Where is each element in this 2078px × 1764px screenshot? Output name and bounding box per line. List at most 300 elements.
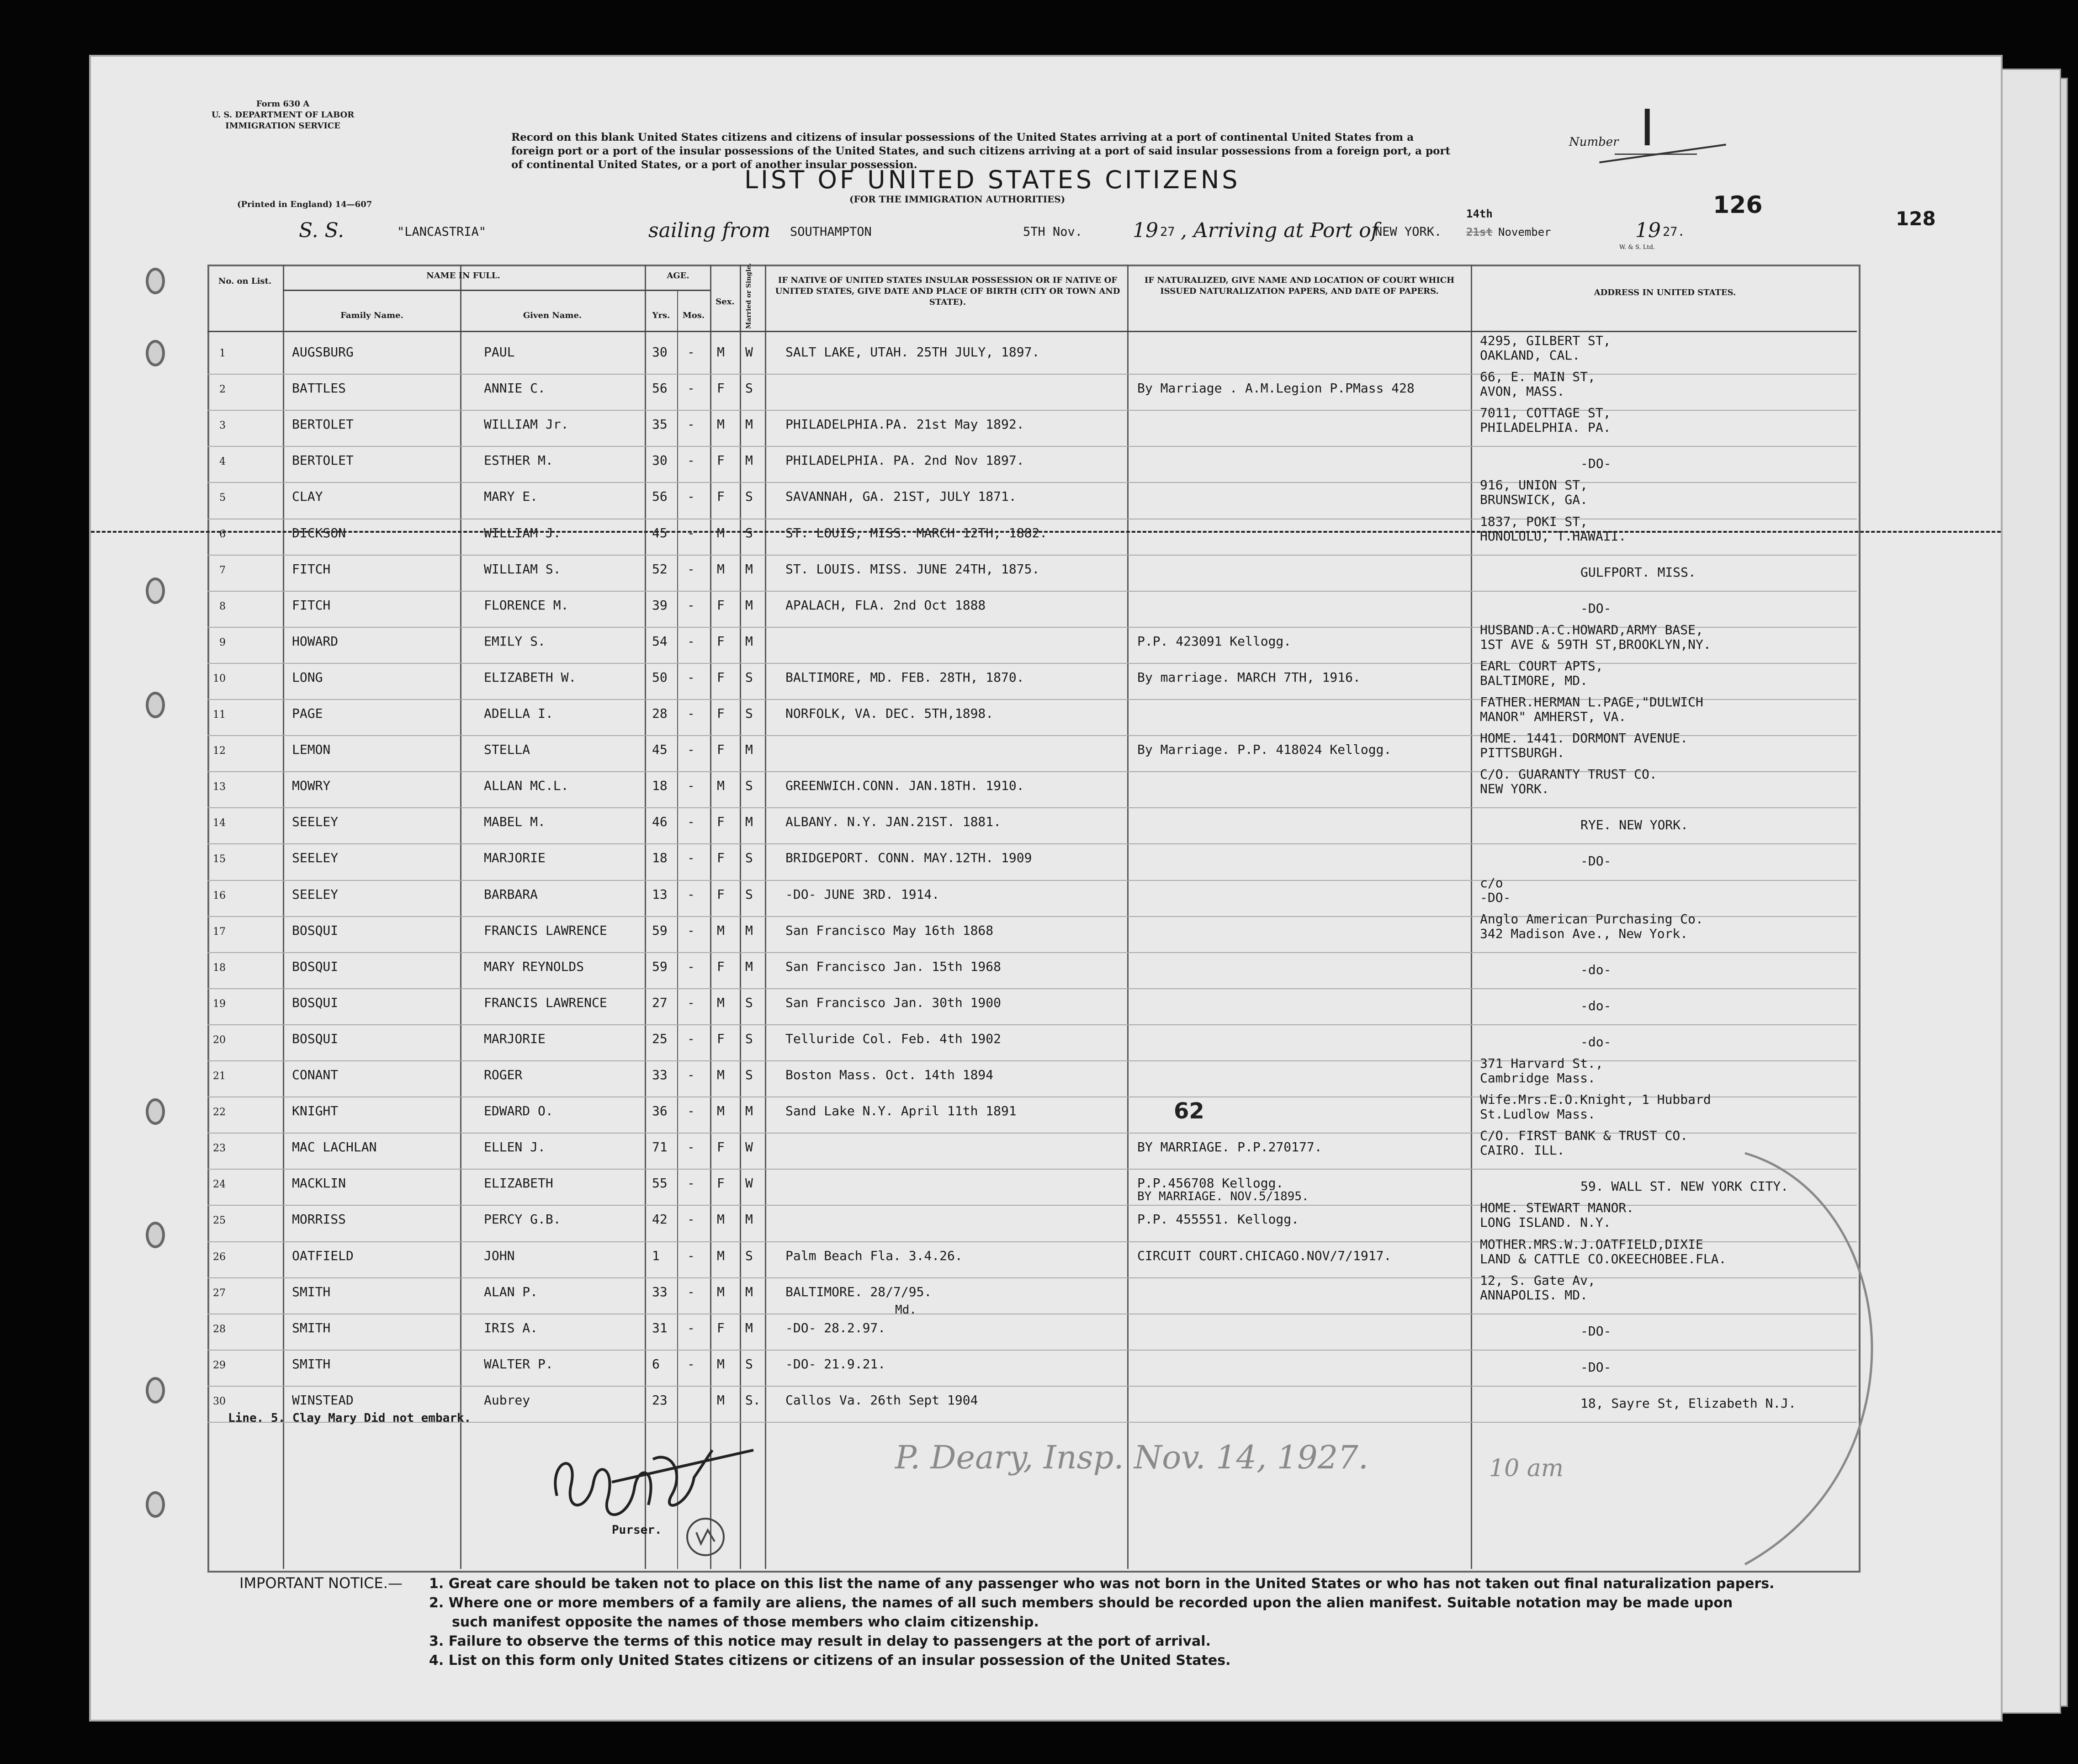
age-years: 33 (652, 1284, 668, 1299)
row-number: 14 (213, 817, 226, 829)
row-number: 16 (213, 890, 226, 901)
age-years: 13 (652, 886, 668, 902)
address-line-1: EARL COURT APTS, (1480, 658, 1603, 673)
address-line-1: HUSBAND.A.C.HOWARD,ARMY BASE, (1480, 622, 1703, 637)
row-number: 10 (213, 673, 226, 684)
family-name: AUGSBURG (292, 344, 354, 360)
row-number: 5 (219, 492, 226, 504)
age-years: 54 (652, 633, 668, 649)
family-name: CONANT (292, 1067, 339, 1082)
row-number: 23 (213, 1143, 226, 1155)
address-line-1: FATHER.HERMAN L.PAGE,"DULWICH (1480, 694, 1703, 710)
year-value: 27 (1160, 225, 1175, 239)
row-number: 11 (213, 709, 226, 720)
sex: F (717, 489, 725, 504)
sex: F (717, 1031, 725, 1046)
row-divider (207, 374, 1857, 375)
family-name: MORRISS (292, 1212, 346, 1227)
marital-status: S (745, 381, 753, 396)
marital-status: M (745, 417, 753, 432)
address-line-2: -do- (1580, 998, 1612, 1013)
address-line-2: PHILADELPHIA. PA. (1480, 420, 1611, 435)
manifest-sheet (89, 55, 2003, 1722)
address-line-2: 342 Madison Ave., New York. (1480, 926, 1688, 941)
given-name: FRANCIS LAWRENCE (484, 995, 607, 1010)
marital-status: S (745, 489, 753, 504)
sailing-label: sailing from (648, 219, 771, 242)
marital-status: S (745, 850, 753, 866)
age-months: - (687, 453, 695, 468)
year-value-2: 27. (1663, 225, 1685, 239)
marital-status: S (745, 525, 753, 540)
given-name: BARBARA (484, 886, 538, 902)
marital-status: S (745, 886, 753, 902)
marital-status: W (745, 1176, 753, 1191)
given-name: WILLIAM S. (484, 561, 561, 577)
age-months: - (687, 1067, 695, 1082)
col-no: No. on List. (218, 276, 272, 286)
arc-mark (1727, 1144, 1919, 1573)
birth-place-date: San Francisco Jan. 15th 1968 (785, 959, 1002, 974)
address-line-2: Cambridge Mass. (1480, 1070, 1596, 1086)
marital-status: W (745, 1139, 753, 1155)
family-name: HOWARD (292, 633, 339, 649)
sex: F (717, 706, 725, 721)
family-name: SEELEY (292, 850, 339, 866)
age-years: 45 (652, 525, 668, 540)
address-line-1: 4295, GILBERT ST, (1480, 333, 1611, 348)
row-number: 29 (213, 1359, 226, 1371)
row-number: 1 (219, 348, 226, 359)
given-name: ELIZABETH (484, 1176, 553, 1191)
sail-date: 5TH Nov. (1023, 225, 1083, 239)
page-stamp-next: 128 (1896, 207, 1936, 230)
punch-hole (146, 340, 165, 366)
age-years: 18 (652, 850, 668, 866)
inspector-stamp-icon (683, 1514, 728, 1560)
sex: M (717, 778, 725, 794)
birth-place-date: -DO- 21.9.21. (785, 1356, 886, 1372)
sex: F (717, 453, 725, 468)
marital-status: M (745, 453, 753, 468)
sex: M (717, 1103, 725, 1119)
age-years: 71 (652, 1139, 668, 1155)
family-name: LONG (292, 669, 323, 685)
birth-place-date: -DO- 28.2.97. (785, 1320, 886, 1335)
given-name: IRIS A. (484, 1320, 538, 1335)
age-years: 23 (652, 1392, 668, 1408)
age-months: - (687, 959, 695, 974)
address-line-2: -DO- (1480, 890, 1511, 905)
address-line-2: -do- (1580, 962, 1612, 977)
row-number: 21 (213, 1070, 226, 1082)
row-number: 19 (213, 998, 226, 1010)
year-prefix-2: 19 (1635, 219, 1661, 242)
marital-status: S (745, 669, 753, 685)
col-yrs: Yrs. (652, 311, 670, 320)
row-number: 12 (213, 745, 226, 757)
family-name: SEELEY (292, 814, 339, 830)
row-number: 28 (213, 1323, 226, 1335)
age-years: 28 (652, 706, 668, 721)
sex: F (717, 814, 725, 830)
family-name: LEMON (292, 742, 331, 758)
family-name: KNIGHT (292, 1103, 339, 1119)
address-line-2: St.Ludlow Mass. (1480, 1107, 1596, 1122)
instruction-line: Record on this blank United States citizens and citizens of insular possessions of the United States arriving at a port of continental United States from a (511, 131, 1414, 143)
address-line-2: 18, Sayre St, Elizabeth N.J. (1580, 1395, 1797, 1411)
sex: F (717, 597, 725, 613)
birth-place-date: Callos Va. 26th Sept 1904 (785, 1392, 978, 1408)
given-name: WALTER P. (484, 1356, 553, 1372)
naturalization: By Marriage . A.M.Legion P.PMass 428 (1137, 381, 1415, 396)
row-divider (207, 807, 1857, 808)
sex: F (717, 633, 725, 649)
printed-note: (Printed in England) 14—607 (237, 200, 372, 209)
sex: F (717, 1139, 725, 1155)
age-years: 45 (652, 742, 668, 758)
row-number: 8 (219, 600, 226, 612)
row-divider (207, 1386, 1857, 1387)
row-number: 15 (213, 853, 226, 865)
sex: M (717, 1248, 725, 1263)
sex: F (717, 886, 725, 902)
sex: F (717, 381, 725, 396)
address-line-1: 916, UNION ST, (1480, 477, 1588, 493)
age-years: 46 (652, 814, 668, 830)
address-line-2: MANOR" AMHERST, VA. (1480, 709, 1627, 724)
age-years: 50 (652, 669, 668, 685)
family-name: BOSQUI (292, 922, 339, 938)
address-line-2: PITTSBURGH. (1480, 745, 1565, 761)
birth-place-date: APALACH, FLA. 2nd Oct 1888 (785, 597, 986, 613)
sex: M (717, 561, 725, 577)
row-divider (207, 843, 1857, 844)
marital-status: S (745, 1248, 753, 1263)
row-divider (207, 880, 1857, 881)
age-months: - (687, 669, 695, 685)
given-name: EMILY S. (484, 633, 546, 649)
naturalization: CIRCUIT COURT.CHICAGO.NOV/7/1917. (1137, 1248, 1392, 1263)
col-name: NAME IN FULL. (426, 271, 500, 281)
marital-status: M (745, 959, 753, 974)
instruction-line: foreign port or a port of the insular possessions of the United States, and such citizens arriving at a port of said insular possessions from a foreign port, a port (511, 145, 1451, 157)
arrival-day-corrected: 14th (1466, 207, 1493, 220)
stamp-number: 62 (1174, 1098, 1204, 1124)
given-name: MARJORIE (484, 850, 546, 866)
given-name: EDWARD O. (484, 1103, 553, 1119)
age-years: 30 (652, 453, 668, 468)
purser-label: Purser. (612, 1523, 662, 1537)
marital-status: M (745, 561, 753, 577)
row-number: 24 (213, 1179, 226, 1191)
age-years: 36 (652, 1103, 668, 1119)
sex: F (717, 1176, 725, 1191)
instruction-line: of continental United States, or a port of another insular possession. (511, 159, 917, 171)
sex: M (717, 1392, 725, 1408)
address-line-2: HONOLULU, T.HAWAII. (1480, 528, 1627, 544)
age-months: - (687, 417, 695, 432)
notice-item-4: 4. List on this form only United States citizens or citizens of an insular possession of the United States. (429, 1653, 1231, 1669)
marital-status: S. (745, 1392, 761, 1408)
given-name: MARY E. (484, 489, 538, 504)
age-years: 1 (652, 1248, 660, 1263)
age-years: 30 (652, 344, 668, 360)
naturalization: BY MARRIAGE. P.P.270177. (1137, 1139, 1322, 1155)
sex: M (717, 922, 725, 938)
age-years: 42 (652, 1212, 668, 1227)
row-number: 3 (219, 420, 226, 432)
punch-hole (146, 268, 165, 294)
address-line-2: -do- (1580, 1034, 1612, 1049)
address-line-1: C/O. FIRST BANK & TRUST CO. (1480, 1128, 1688, 1144)
notice-item-2-cont: such manifest opposite the names of those members who claim citizenship. (452, 1614, 1039, 1630)
sex: M (717, 1356, 725, 1372)
age-years: 59 (652, 922, 668, 938)
naturalization: By marriage. MARCH 7TH, 1916. (1137, 669, 1361, 685)
row-number: 27 (213, 1287, 226, 1299)
row-number: 25 (213, 1215, 226, 1227)
family-name: FITCH (292, 597, 331, 613)
marital-status: M (745, 633, 753, 649)
address-line-2: 1ST AVE & 59TH ST,BROOKLYN,NY. (1480, 636, 1711, 652)
given-name: WILLIAM Jr. (484, 417, 569, 432)
row-number: 6 (219, 528, 226, 540)
birth-place-date: ALBANY. N.Y. JAN.21ST. 1881. (785, 814, 1002, 830)
age-months: - (687, 1139, 695, 1155)
sex: M (717, 995, 725, 1010)
arrival-time-note: 10 am (1489, 1455, 1564, 1482)
birth-place-date: Telluride Col. Feb. 4th 1902 (785, 1031, 1002, 1046)
embark-note: Line. 5. Clay Mary Did not embark. (228, 1411, 472, 1425)
col-native: IF NATIVE OF UNITED STATES INSULAR POSSESSION OR IF NATIVE OF UNITED STATES, GIVE DATE AND PLACE OF BIRTH (CITY OR TOWN AND STATE). (775, 275, 1120, 307)
marital-status: M (745, 922, 753, 938)
address-line-2: -DO- (1580, 1359, 1612, 1375)
col-address: ADDRESS IN UNITED STATES. (1594, 288, 1736, 297)
age-years: 52 (652, 561, 668, 577)
address-line-1: 66, E. MAIN ST, (1480, 369, 1596, 385)
given-name: JOHN (484, 1248, 515, 1263)
marital-status: S (745, 1356, 753, 1372)
address-line-2: 59. WALL ST. NEW YORK CITY. (1580, 1179, 1789, 1194)
row-divider (207, 446, 1857, 447)
age-years: 27 (652, 995, 668, 1010)
address-line-1: C/O. GUARANTY TRUST CO. (1480, 767, 1657, 782)
marital-status: S (745, 995, 753, 1010)
age-years: 25 (652, 1031, 668, 1046)
age-months: - (687, 344, 695, 360)
given-name: ROGER (484, 1067, 523, 1082)
family-name: SMITH (292, 1284, 331, 1299)
naturalization: P.P. 455551. Kellogg. (1137, 1212, 1299, 1227)
punch-hole (146, 692, 165, 718)
punch-hole (146, 1377, 165, 1404)
address-line-1: Anglo American Purchasing Co. (1480, 911, 1703, 927)
age-years: 6 (652, 1356, 660, 1372)
given-name: ELIZABETH W. (484, 669, 577, 685)
row-divider (207, 555, 1857, 556)
age-months: - (687, 525, 695, 540)
row26-birth-line2: Md. (895, 1303, 917, 1317)
family-name: SEELEY (292, 886, 339, 902)
age-years: 18 (652, 778, 668, 794)
address-line-1: 371 Harvard St., (1480, 1056, 1603, 1071)
given-name: ANNIE C. (484, 381, 546, 396)
age-months: - (687, 1356, 695, 1372)
col-married: Married or Single. (745, 263, 753, 329)
given-name: PERCY G.B. (484, 1212, 561, 1227)
naturalization: P.P. 423091 Kellogg. (1137, 633, 1292, 649)
age-months: - (687, 1320, 695, 1335)
address-line-1: 12, S. Gate Av, (1480, 1272, 1596, 1288)
given-name: FLORENCE M. (484, 597, 569, 613)
sex: F (717, 850, 725, 866)
birth-place-date: PHILADELPHIA. PA. 2nd Nov 1897. (785, 453, 1024, 468)
col-family: Family Name. (340, 311, 403, 320)
birth-place-date: Sand Lake N.Y. April 11th 1891 (785, 1103, 1017, 1119)
row-divider (207, 663, 1857, 664)
port-to: NEW YORK. (1375, 225, 1442, 239)
given-name: PAUL (484, 344, 515, 360)
birth-place-date: San Francisco Jan. 30th 1900 (785, 995, 1002, 1010)
row-divider (207, 1024, 1857, 1025)
birth-place-date: PHILADELPHIA.PA. 21st May 1892. (785, 417, 1024, 432)
sex: M (717, 1212, 725, 1227)
address-line-2: -DO- (1580, 853, 1612, 869)
marital-status: M (745, 1103, 753, 1119)
sex: M (717, 344, 725, 360)
punch-hole (146, 1222, 165, 1248)
family-name: MOWRY (292, 778, 331, 794)
marital-status: M (745, 814, 753, 830)
punch-hole (146, 577, 165, 604)
number-label: Number (1569, 135, 1619, 149)
address-line-1: Wife.Mrs.E.O.Knight, 1 Hubbard (1480, 1092, 1711, 1107)
given-name: STELLA (484, 742, 530, 758)
row-number: 26 (213, 1251, 226, 1263)
naturalization: By Marriage. P.P. 418024 Kellogg. (1137, 742, 1392, 758)
row-divider (207, 952, 1857, 953)
row-number: 2 (219, 384, 226, 396)
number-value: I (1640, 99, 1655, 157)
col-given: Given Name. (523, 311, 582, 320)
family-name: CLAY (292, 489, 323, 504)
birth-place-date: Boston Mass. Oct. 14th 1894 (785, 1067, 994, 1082)
cancel-line (91, 531, 2001, 533)
address-line-2: OAKLAND, CAL. (1480, 348, 1580, 363)
age-months: - (687, 489, 695, 504)
sex: F (717, 1320, 725, 1335)
page-title: LIST OF UNITED STATES CITIZENS (744, 165, 1240, 194)
given-name: FRANCIS LAWRENCE (484, 922, 607, 938)
row-number: 13 (213, 781, 226, 793)
birth-place-date: San Francisco May 16th 1868 (785, 922, 994, 938)
address-line-2: BRUNSWICK, GA. (1480, 492, 1588, 508)
marital-status: M (745, 1284, 753, 1299)
age-years: 55 (652, 1176, 668, 1191)
address-line-2: LAND & CATTLE CO.OKEECHOBEE.FLA. (1480, 1251, 1727, 1266)
age-months: - (687, 778, 695, 794)
marital-status: S (745, 778, 753, 794)
family-name: DICKSON (292, 525, 346, 540)
address-line-1: HOME. STEWART MANOR. (1480, 1200, 1634, 1216)
family-name: MACKLIN (292, 1176, 346, 1191)
age-months: - (687, 1176, 695, 1191)
sex: F (717, 742, 725, 758)
col-age: AGE. (667, 271, 689, 281)
form-header: Form 630 A U. S. DEPARTMENT OF LABOR IMMIGRATION SERVICE (211, 99, 355, 131)
family-name: WINSTEAD (292, 1392, 354, 1408)
age-months: - (687, 995, 695, 1010)
age-months: - (687, 1103, 695, 1119)
age-months: - (687, 886, 695, 902)
arrival-month: November (1498, 226, 1551, 238)
birth-place-date: BALTIMORE, MD. FEB. 28TH, 1870. (785, 669, 1024, 685)
address-line-1: c/o (1480, 875, 1503, 890)
given-name: ADELLA I. (484, 706, 553, 721)
page-subtitle: (FOR THE IMMIGRATION AUTHORITIES) (849, 194, 1066, 205)
given-name: ALAN P. (484, 1284, 538, 1299)
address-line-1: MOTHER.MRS.W.J.OATFIELD,DIXIE (1480, 1236, 1703, 1252)
family-name: BERTOLET (292, 417, 354, 432)
sex: M (717, 1067, 725, 1082)
col-mos: Mos. (682, 311, 705, 320)
address-line-2: NEW YORK. (1480, 781, 1549, 797)
col-sex: Sex. (716, 297, 735, 307)
age-years: 56 (652, 381, 668, 396)
birth-place-date: GREENWICH.CONN. JAN.18TH. 1910. (785, 778, 1024, 794)
birth-place-date: SALT LAKE, UTAH. 25TH JULY, 1897. (785, 344, 1040, 360)
family-name: SMITH (292, 1356, 331, 1372)
notice-item-2: 2. Where one or more members of a family are aliens, the names of all such members should be recorded upon the alien manifest. Suitable notation may be made upon (429, 1595, 1733, 1611)
naturalization: P.P.456708 Kellogg. (1137, 1176, 1284, 1191)
row-divider (207, 482, 1857, 483)
address-line-1: HOME. 1441. DORMONT AVENUE. (1480, 731, 1688, 746)
address-line-2: -DO- (1580, 1323, 1612, 1339)
marital-status: M (745, 742, 753, 758)
address-line-2: -DO- (1580, 456, 1612, 471)
year-prefix: 19 (1133, 219, 1158, 242)
address-line-2: BALTIMORE, MD. (1480, 673, 1588, 688)
age-months: - (687, 706, 695, 721)
age-months: - (687, 633, 695, 649)
age-years: 35 (652, 417, 668, 432)
marital-status: S (745, 1067, 753, 1082)
family-name: BOSQUI (292, 959, 339, 974)
ship-name: "LANCASTRIA" (397, 225, 487, 239)
marital-status: M (745, 1320, 753, 1335)
address-line-1: 7011, COTTAGE ST, (1480, 405, 1611, 421)
address-line-2: AVON, MASS. (1480, 384, 1565, 399)
family-name: MAC LACHLAN (292, 1139, 377, 1155)
row-divider (207, 988, 1857, 989)
punch-hole (146, 1491, 165, 1518)
notice-item-1: 1. Great care should be taken not to place on this list the name of any passenger who was not born in the United States or who has not taken out final naturalization papers. (429, 1576, 1775, 1592)
given-name: Aubrey (484, 1392, 530, 1408)
given-name: ALLAN MC.L. (484, 778, 569, 794)
age-years: 33 (652, 1067, 668, 1082)
birth-place-date: BALTIMORE. 28/7/95. (785, 1284, 932, 1299)
marital-status: S (745, 1031, 753, 1046)
age-years: 39 (652, 597, 668, 613)
row-number: 4 (219, 456, 226, 468)
ss-label: S. S. (299, 219, 345, 242)
age-months: - (687, 597, 695, 613)
birth-place-date: Palm Beach Fla. 3.4.26. (785, 1248, 963, 1263)
family-name: BATTLES (292, 381, 346, 396)
row-number: 17 (213, 926, 226, 938)
inspector-signature: P. Deary, Insp. Nov. 14, 1927. (895, 1439, 1368, 1476)
